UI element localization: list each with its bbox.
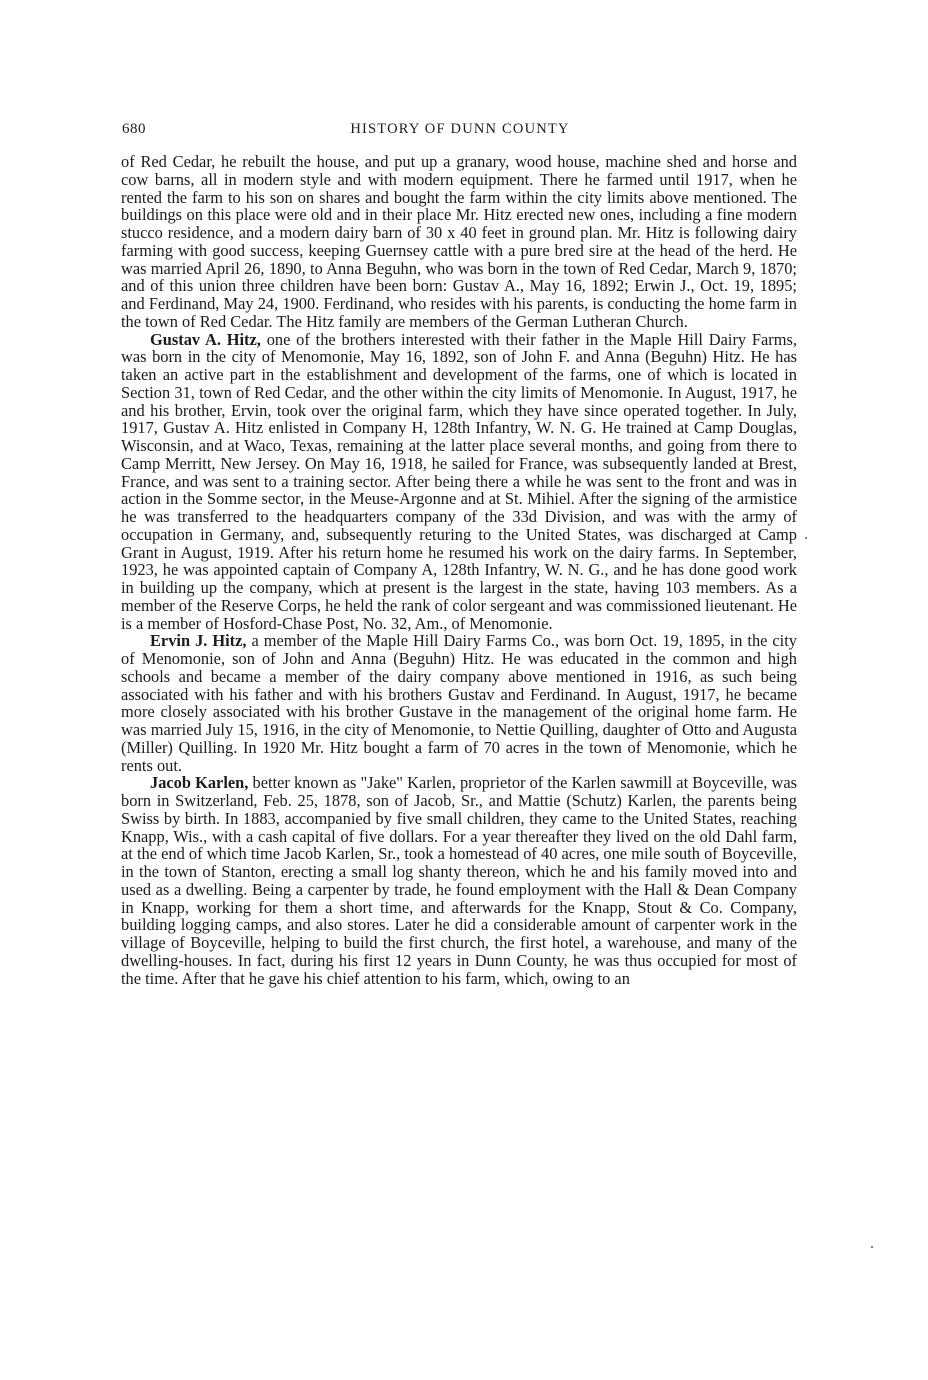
paragraph-ervin-hitz (121, 632, 797, 774)
paragraph-text: one of the brothers interested with their father in the Maple Hill Dairy Farms, was born in the city of Menomonie, May 16, 1892, son of John F. and Anna (Beguhn) Hitz. He has taken an active part in the establishment and development of the farms, one of which is located in Section 31, town of Red Cedar, and the other within the city limits of Menomonie. In August, 1917, he and his brother, Ervin, took over the original farm, which they have since operated together. In July, 1917, Gustav A. Hitz enlisted in Company H, 128th Infantry, W. N. G. He trained at Camp Douglas, Wisconsin, and at Waco, Texas, remaining at the latter place several months, and going from there to Camp Merritt, New Jersey. On May 16, 1918, he sailed for France, was subsequently landed at Brest, France, and was sent to a training sector. After being there a while he was sent to the front and was in action in the Somme sector, in the Meuse-Argonne and at St. Mihiel. After the signing of the armistice he was transferred to the headquarters company of the 33d Division, and was with the army of occupation in Germany, and, subsequently returing to the United States, was discharged at Camp Grant in August, 1919. After his return home he resumed his work on the dairy farms. In September, 1923, he was appointed captain of Company A, 128th Infantry, W. N. G., and he has done good work in building up the company, which at present is the largest in the state, having 103 members. As a member of the Reserve Corps, he held the rank of color sergeant and was commissioned lieutenant. He is a member of Hosford-Chase Post, No. 32, Am., of Menomonie. (121, 329, 797, 633)
paragraph-text: a member of the Maple Hill Dairy Farms Co., was born Oct. 19, 1895, in the city of Menomonie, son of John and Anna (Beguhn) Hitz. He was educated in the common and high schools and became a member of the dairy company above mentioned in 1916, as such being associated with his father and with his brothers Gustav and Ferdinand. In August, 1917, he became more closely associated with his brother Gustave in the management of the original home farm. He was married July 15, 1916, in the city of Menomonie, to Nettie Quilling, daughter of Otto and Augusta (Miller) Quilling. In 1920 Mr. Hitz bought a farm of 70 acres in the town of Menomonie, which he rents out. (121, 631, 797, 775)
entry-name: Gustav A. Hitz, (150, 329, 261, 349)
scan-speck (805, 537, 807, 539)
paragraph-continuation (121, 153, 797, 331)
entry-name: Jacob Karlen, (150, 773, 249, 793)
paragraph-text: better known as "Jake" Karlen, proprietor of the Karlen sawmill at Boyceville, was born in Switzerland, Feb. 25, 1878, son of Jacob, Sr., and Mattie (Schutz) Karlen, the parents being Swiss by birth. In 1883, accompanied by five small children, they came to the United States, reaching Knapp, Wis., with a cash capital of five dollars. For a year thereafter they lived on the old Dahl farm, at the end of which time Jacob Karlen, Sr., took a homestead of 40 acres, one mile south of Boyceville, in the town of Stanton, erecting a small log shanty thereon, which he and his family moved into and used as a dwelling. Being a carpenter by trade, he found employment with the Hall & Dean Company in Knapp, working for them a short time, and afterwards for the Knapp, Stout & Co. Company, building logging camps, and also stores. Later he did a considerable amount of carpenter work in the village of Boyceville, helping to build the first church, the first hotel, a warehouse, and many of the dwelling-houses. In fact, during his first 12 years in Dunn County, he was thus occupied for most of the time. After that he gave his chief attention to his farm, which, owing to an (121, 773, 797, 988)
page-number: 680 (122, 121, 146, 137)
paragraph-jacob-karlen (121, 774, 797, 987)
scan-speck (871, 1246, 873, 1248)
paragraph-gustav-hitz (121, 331, 797, 633)
paragraph-text: of Red Cedar, he rebuilt the house, and put up a granary, wood house, machine shed and horse and cow barns, all in modern style and with modern equipment. There he farmed until 1917, when he rented the farm to his son on shares and bought the farm within the city limits above mentioned. The buildings on this place were old and in their place Mr. Hitz erected new ones, including a fine modern stucco residence, and a modern dairy barn of 30 x 40 feet in ground plan. Mr. Hitz is following dairy farming with good success, keeping Guernsey cattle with a pure bred sire at the head of the herd. He was married April 26, 1890, to Anna Beguhn, who was born in the town of Red Cedar, March 9, 1870; and of this union three children have been born: Gustav A., May 16, 1892; Erwin J., Oct. 19, 1895; and Ferdinand, May 24, 1900. Ferdinand, who resides with his parents, is conducting the home farm in the town of Red Cedar. The Hitz family are members of the German Lutheran Church. (121, 152, 797, 331)
running-head: HISTORY OF DUNN COUNTY (350, 121, 570, 137)
entry-name: Ervin J. Hitz, (150, 631, 247, 651)
page-header (122, 121, 798, 141)
body-text (121, 153, 797, 987)
